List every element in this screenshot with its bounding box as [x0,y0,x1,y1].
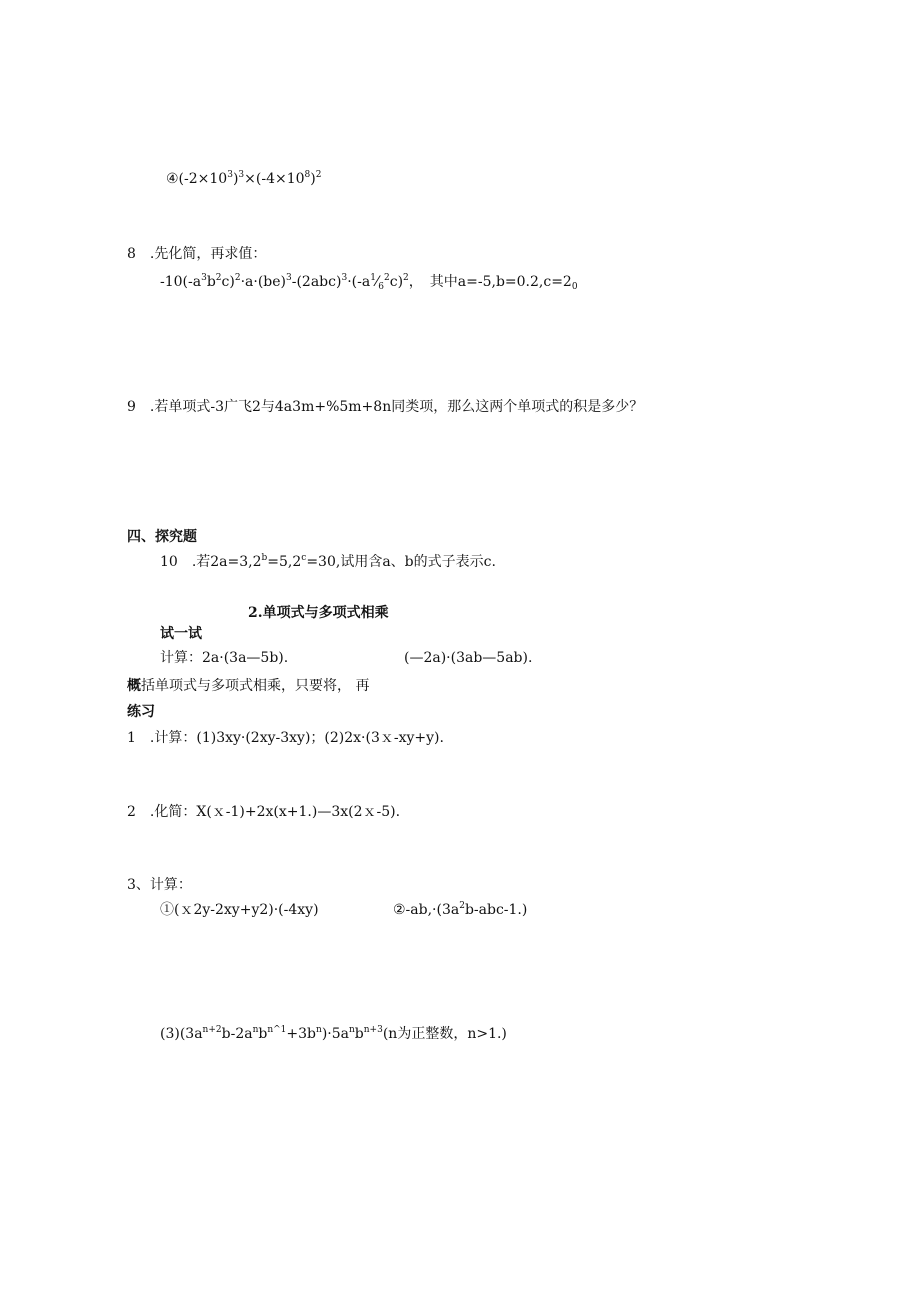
exercise-3-part-3: $(3)(3a^{n+2}b-2a^nb^{n\^{}1}+3b^n)\cdot 5a^nb^{n+3}(n$为正整数，n>1.) [160,1025,507,1042]
exercise-3-part-2: $②-ab,\cdot(3a^2b-abc-1.)$ [393,901,528,918]
exercise-3-title: 3、计算： [127,877,192,893]
practice-heading: 练习 [127,704,155,720]
summary-line: 概括单项式与多项式相乘，只要将， 再 [127,678,370,694]
try-it-expression-2: (—2a)·(3ab—5ab). [404,650,533,666]
problem-4-expression: $④(-2\times 10^3)^3\times(-4\times 10^8)^2$ [166,170,322,187]
question-8-expression: $-10(-a^3b^2c)^2\cdot a\cdot(be)^3-(2abc)^3\cdot(-a^1⁄_6^2c)^2$， 其中$a=-5,b=0.2,c=2_0$ [160,273,578,292]
exercise-3-part-1: ①(ｘ2y-2xy+y2)·(-4xy) [160,902,319,918]
question-8-title: 8 .先化简，再求值： [127,246,267,262]
exercise-1: 1 .计算：(1)3xy·(2xy-3xy)；(2)2x·(3ｘ-xy+y). [127,730,444,746]
try-it-title: 试一试 [160,626,202,642]
question-9: 9 .若单项式-3广飞2与4a3m+%5m+8n同类项，那么这两个单项式的积是多少？ [127,399,644,415]
exercise-2: 2 .化简：X(ｘ-1)+2x(x+1.)—3x(2ｘ-5). [127,804,401,820]
question-10: 10 .若2a=3,2$^b$=5,2$^c$=30,试用含a、b的式子表示c. [160,553,496,570]
section-4-heading: 四、探究题 [127,529,197,545]
try-it-expression-1: 计算：2a·(3a—5b). [160,650,289,666]
lesson-heading: 2.单项式与多项式相乘 [248,605,389,621]
